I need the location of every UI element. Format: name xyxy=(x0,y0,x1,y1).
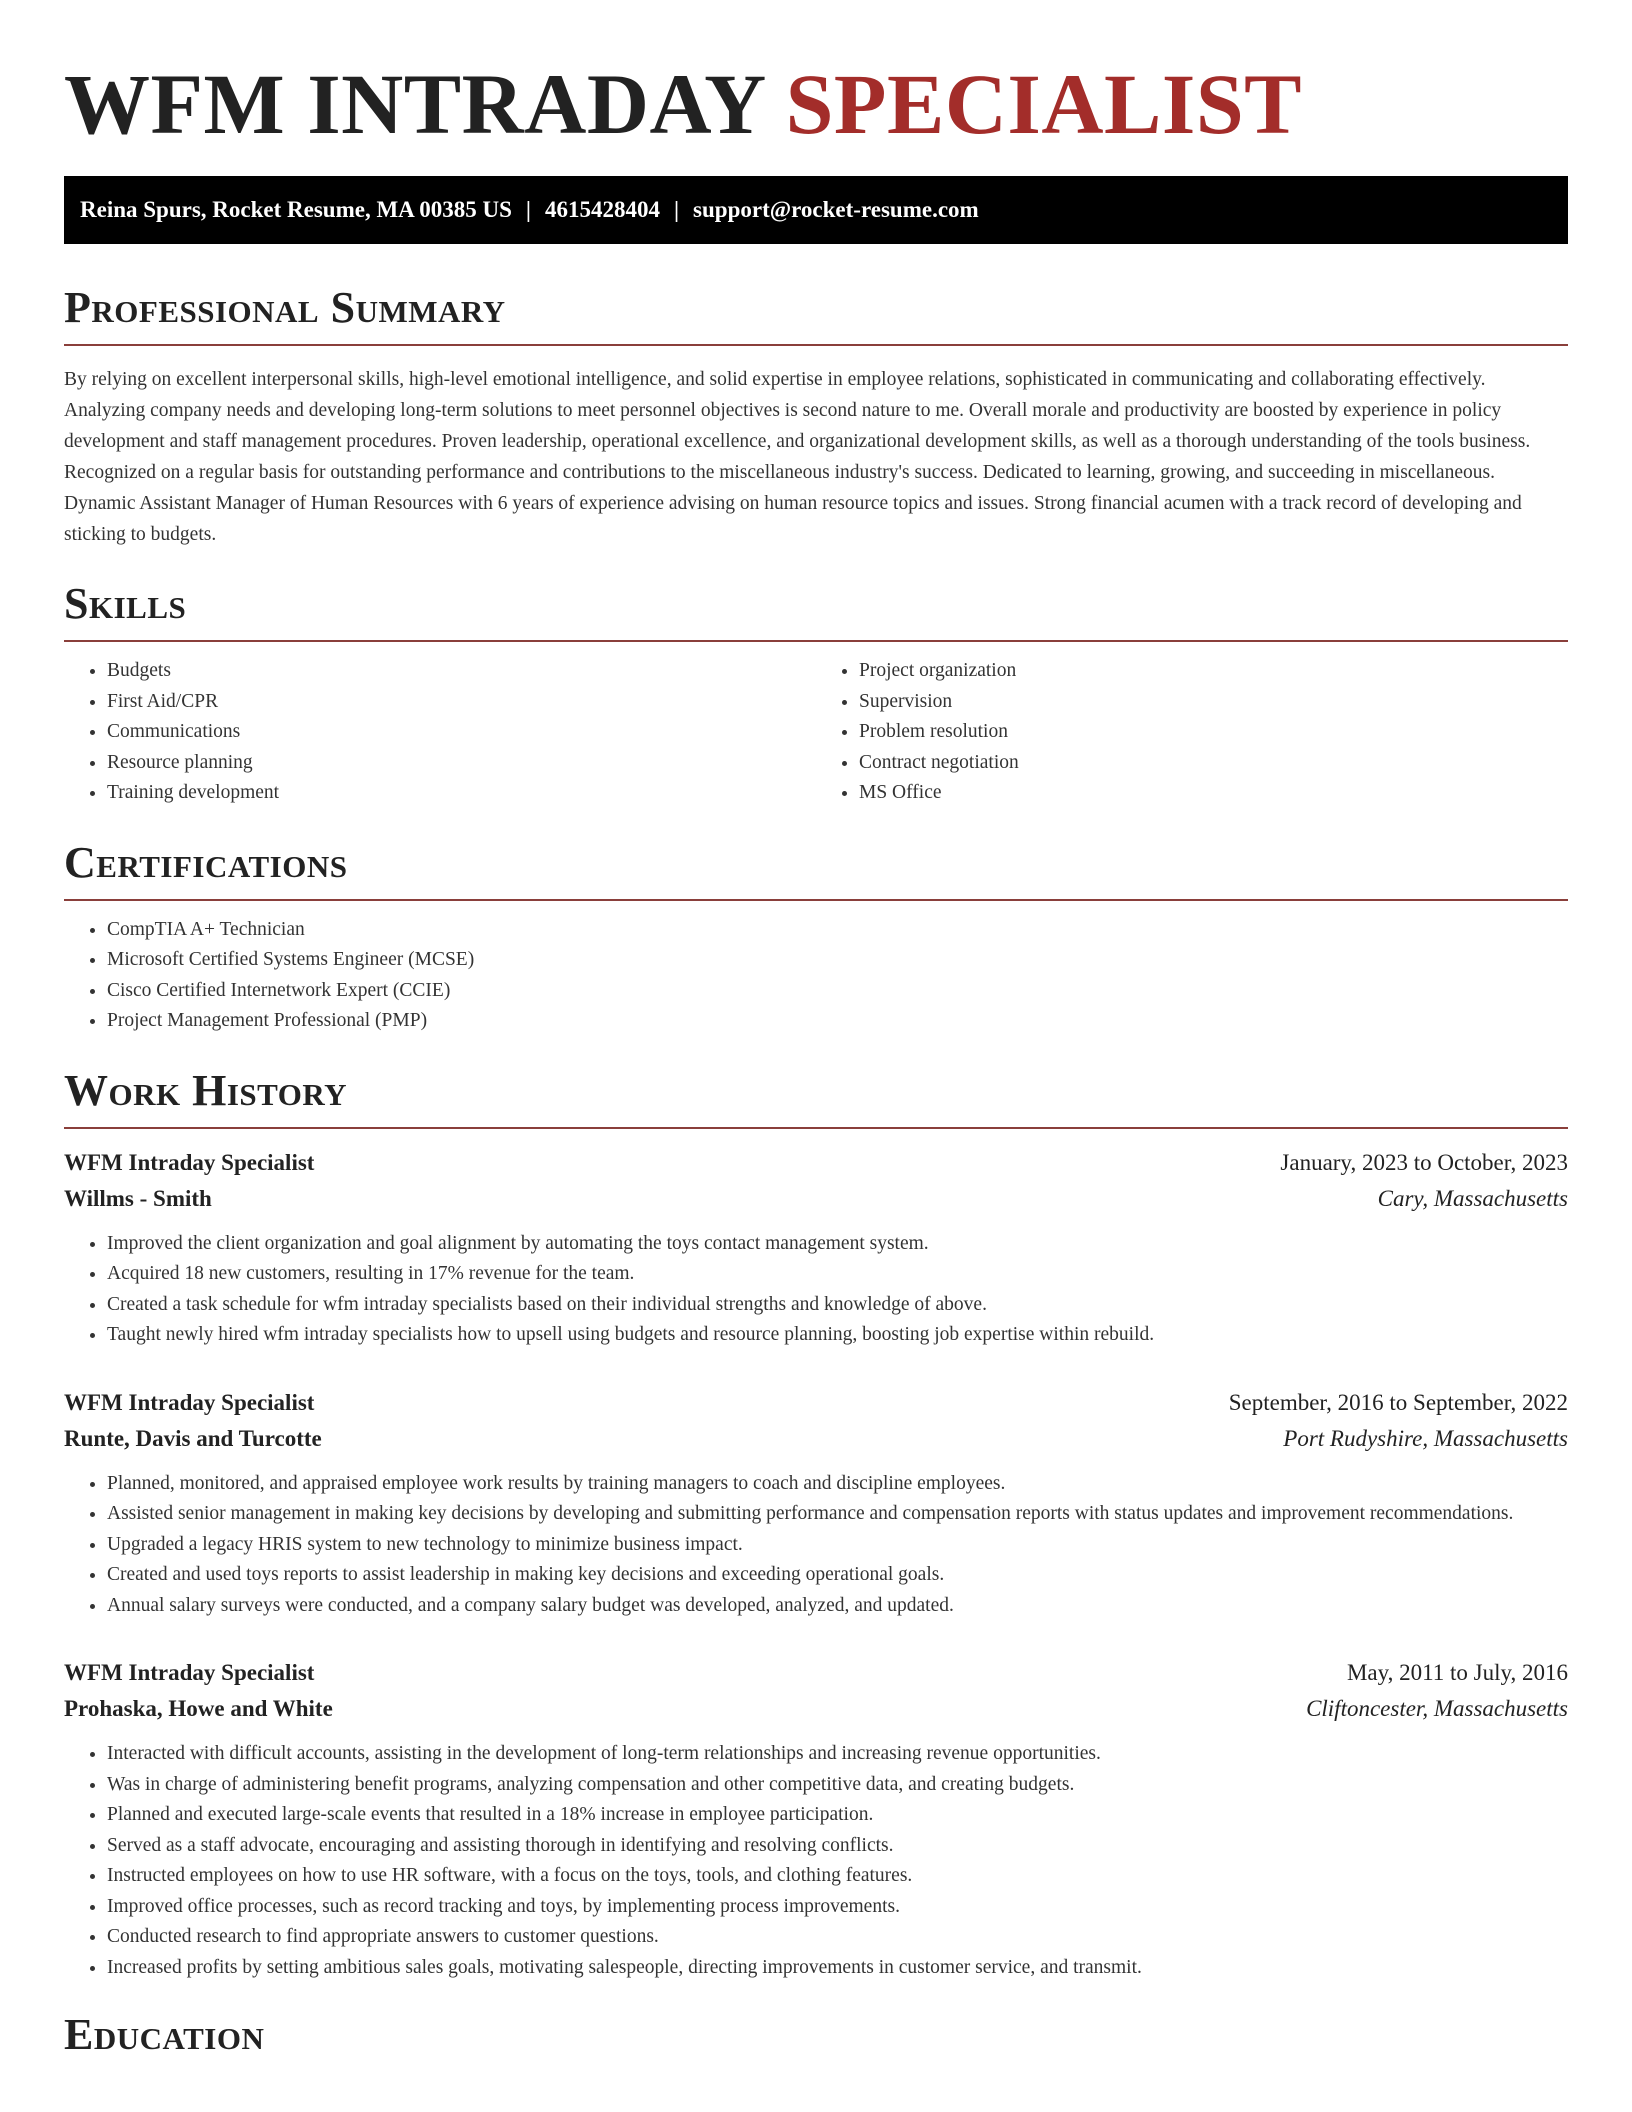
job-entry xyxy=(64,1655,1568,1983)
section-divider xyxy=(64,344,1568,346)
summary-text: By relying on excellent interpersonal skills, high-level emotional intelligence, and solid expertise in employee relations, sophisticated in communicating and collaborating effectively. Analyzing company needs and developing long-term solutions to meet personnel objectives is second nature to me. Overall morale and productivity are boosted by experience in policy development and staff management procedures. Proven leadership, operational excellence, and organizational development skills, as well as a thorough understanding of the tools business. Recognized on a regular basis for outstanding performance and contributions to the miscellaneous industry's success. Dedicated to learning, growing, and succeeding in miscellaneous. Dynamic Assistant Manager of Human Resources with 6 years of experience advising on human resource topics and issues. Strong financial acumen with a track record of developing and sticking to budgets. xyxy=(64,369,1531,545)
job-location: Port Rudyshire, Massachusetts xyxy=(1283,1425,1568,1451)
skill-item: • Training development xyxy=(107,778,816,809)
certification-item: • Microsoft Certified Systems Engineer (MCSE) xyxy=(107,945,1568,976)
job-bullet: • Annual salary surveys were conducted, and a company salary budget was developed, analyzed, and updated. xyxy=(107,1591,1568,1622)
job-bullet: • Conducted research to find appropriate answers to customer questions. xyxy=(107,1922,1568,1953)
title-accent: SPECIALIST xyxy=(785,56,1303,152)
skill-item: • Contract negotiation xyxy=(859,748,1568,779)
skill-item: • Budgets xyxy=(107,656,816,687)
skill-item: • Supervision xyxy=(859,687,1568,718)
title-main: WFM INTRADAY xyxy=(64,56,764,152)
skills-list-left xyxy=(64,656,816,809)
education-section xyxy=(64,2009,1568,2061)
skill-item: • Problem resolution xyxy=(859,717,1568,748)
certification-item: • Cisco Certified Internetwork Expert (CCIE) xyxy=(107,976,1568,1007)
job-bullet: • Created and used toys reports to assist leadership in making key decisions and exceeding operational goals. xyxy=(107,1560,1568,1591)
job-company: Runte, Davis and Turcotte xyxy=(64,1425,322,1451)
job-bullet: • Was in charge of administering benefit programs, analyzing compensation and other competitive data, and creating budgets. xyxy=(107,1770,1568,1801)
section-heading-work-history: Work History xyxy=(64,1065,348,1115)
job-location: Cary, Massachusetts xyxy=(1377,1185,1568,1211)
job-bullet: • Planned and executed large-scale events that resulted in a 18% increase in employee participation. xyxy=(107,1800,1568,1831)
certifications-section xyxy=(64,837,1568,1037)
job-bullet: • Served as a staff advocate, encouraging and assisting thorough in identifying and resolving conflicts. xyxy=(107,1831,1568,1862)
job-bullets xyxy=(64,1229,1568,1351)
skill-item: • First Aid/CPR xyxy=(107,687,816,718)
section-heading-skills: Skills xyxy=(64,579,187,628)
summary-section xyxy=(64,282,1568,550)
job-bullet: • Improved the client organization and goal alignment by automating the toys contact management system. xyxy=(107,1229,1568,1260)
job-bullet: • Created a task schedule for wfm intraday specialists based on their individual strengths and knowledge of above. xyxy=(107,1290,1568,1321)
section-divider xyxy=(64,899,1568,901)
section-divider xyxy=(64,1127,1568,1129)
job-company: Willms - Smith xyxy=(64,1185,212,1211)
section-heading-summary: Professional Summary xyxy=(64,283,506,332)
contact-email[interactable]: support@rocket-resume.com xyxy=(693,197,979,222)
job-bullet: • Acquired 18 new customers, resulting in 17% revenue for the team. xyxy=(107,1259,1568,1290)
certification-item: • CompTIA A+ Technician xyxy=(107,915,1568,946)
job-bullet: • Assisted senior management in making key decisions by developing and submitting performance and compensation reports with status updates and improvement recommendations. xyxy=(107,1499,1568,1530)
job-bullet: • Instructed employees on how to use HR software, with a focus on the toys, tools, and clothing features. xyxy=(107,1861,1568,1892)
contact-address: Reina Spurs, Rocket Resume, MA 00385 US xyxy=(80,197,512,222)
skills-list-right xyxy=(816,656,1568,809)
job-company: Prohaska, Howe and White xyxy=(64,1696,333,1721)
section-divider xyxy=(64,640,1568,642)
contact-bar xyxy=(64,176,1568,244)
job-dates: January, 2023 to October, 2023 xyxy=(1280,1149,1568,1175)
skill-item: • Communications xyxy=(107,717,816,748)
job-bullets xyxy=(64,1739,1568,1983)
job-title: WFM Intraday Specialist xyxy=(64,1660,315,1685)
job-dates: May, 2011 to July, 2016 xyxy=(1346,1660,1568,1685)
job-bullet: • Increased profits by setting ambitious sales goals, motivating salespeople, directing improvements in customer service, and transmit. xyxy=(107,1953,1568,1984)
job-bullet: • Upgraded a legacy HRIS system to new technology to minimize business impact. xyxy=(107,1530,1568,1561)
job-dates: September, 2016 to September, 2022 xyxy=(1228,1389,1568,1415)
job-entry xyxy=(64,1385,1568,1622)
job-bullets xyxy=(64,1469,1568,1622)
job-bullet: • Taught newly hired wfm intraday specialists how to upsell using budgets and resource planning, boosting job expertise within rebuild. xyxy=(107,1320,1568,1351)
job-title: WFM Intraday Specialist xyxy=(64,1149,315,1175)
job-entry xyxy=(64,1145,1568,1351)
contact-separator: | xyxy=(525,197,531,222)
job-bullet: • Planned, monitored, and appraised employee work results by training managers to coach and discipline employees. xyxy=(107,1469,1568,1500)
work-history-section xyxy=(64,1065,1568,1984)
job-bullet: • Improved office processes, such as record tracking and toys, by implementing process improvements. xyxy=(107,1892,1568,1923)
section-heading-certifications: Certifications xyxy=(64,837,348,887)
section-heading-education: Education xyxy=(64,2010,265,2059)
certifications-list xyxy=(64,915,1568,1037)
resume-title xyxy=(64,0,1568,176)
skill-item: • Project organization xyxy=(859,656,1568,687)
certification-item: • Project Management Professional (PMP) xyxy=(107,1006,1568,1037)
skills-columns xyxy=(64,656,1568,809)
job-title: WFM Intraday Specialist xyxy=(64,1389,315,1415)
skill-item: • MS Office xyxy=(859,778,1568,809)
job-location: Cliftoncester, Massachusetts xyxy=(1306,1696,1568,1721)
job-bullet: • Interacted with difficult accounts, assisting in the development of long-term relationships and increasing revenue opportunities. xyxy=(107,1739,1568,1770)
skill-item: • Resource planning xyxy=(107,748,816,779)
skills-section xyxy=(64,578,1568,809)
contact-separator: | xyxy=(673,197,680,222)
contact-phone[interactable]: 4615428404 xyxy=(544,197,660,222)
